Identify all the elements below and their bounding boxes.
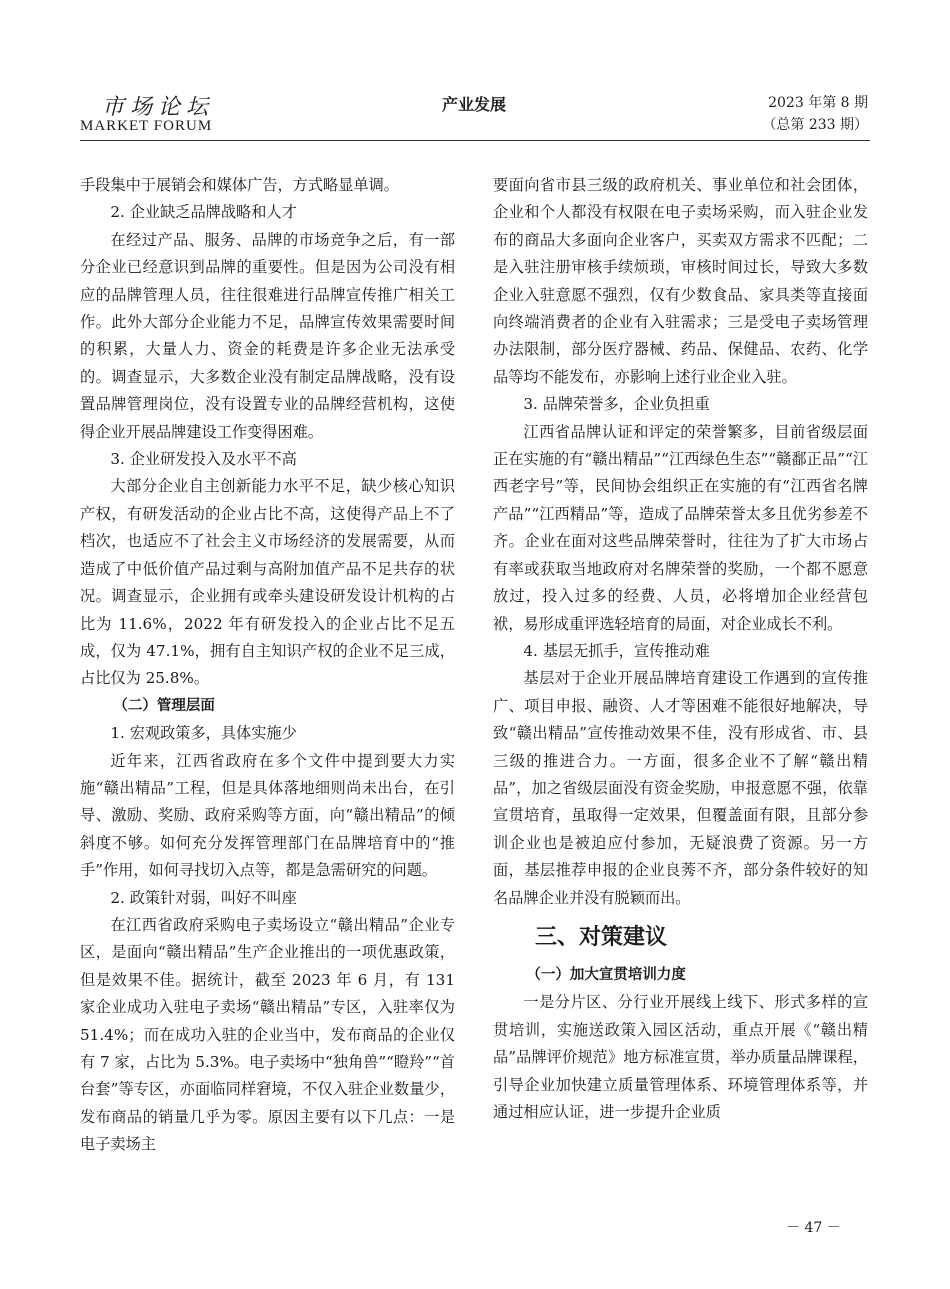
paragraph: 一是分片区、分行业开展线上线下、形式多样的宣贯培训，实施送政策入园区活动，重点开展《“赣出精品”品牌评价规范》地方标准宣贯，举办质量品牌课程，引导企业加快建立质量管理体系、环境管理体系等，并通过相应认证，进一步提升企业质 bbox=[493, 993, 868, 1121]
subsection-heading: 3. 品牌荣誉多，企业负担重 bbox=[523, 395, 710, 414]
left-column bbox=[80, 172, 455, 1159]
paragraph: 要面向省市县三级的政府机关、事业单位和社会团体，企业和个人都没有权限在电子卖场采购，而入驻企业发布的商品大多面向企业客户，买卖双方需求不匹配；二是入驻注册审核手续烦琐，审核时间过长，导致大多数企业入驻意愿不强烈，仅有少数食品、家具类等直接面向终端消费者的企业有入驻需求；三是受电子卖场管理办法限制，部分医疗器械、药品、保健品、农药、化学品等均不能发布，亦影响上述行业企业入驻。 bbox=[493, 176, 868, 386]
subsection-heading: 1. 宏观政策多，具体实施少 bbox=[110, 724, 297, 743]
issue-info bbox=[762, 92, 868, 136]
paragraph: 基层对于企业开展品牌培育建设工作遇到的宣传推广、项目申报、融资、人才等困难不能很好地解决，导致“赣出精品”宣传推动效果不佳，没有形成省、市、县三级的推进合力。一方面，很多企业不了解“赣出精品”，加之省级层面没有资金奖励，申报意愿不强，依靠宣贯培育，虽取得一定效果，但覆盖面有限，且部分参训企业也是被迫应付参加，无疑浪费了资源。另一方面，基层推荐申报的企业良莠不齐，部分条件较好的知名品牌企业并没有脱颖而出。 bbox=[493, 669, 868, 907]
paragraph: 手段集中于展销会和媒体广告，方式略显单调。 bbox=[80, 176, 399, 194]
subsection-heading: 3. 企业研发投入及水平不高 bbox=[110, 450, 297, 469]
paragraph: 江西省品牌认证和评定的荣誉繁多，目前省级层面正在实施的有“赣出精品”“江西绿色生态”“赣鄱正品”“江西老字号”等，民间协会组织正在实施的有“江西省名牌产品”“江西精品”等，造成了品牌荣誉太多且优劣参差不齐。企业在面对这些品牌荣誉时，往往为了扩大市场占有率或获取当地政府对名牌荣誉的奖励，一个都不愿意放过，投入过多的经费、人员，必将增加企业经营包袱，易形成重评选轻培育的局面，对企业成长不利。 bbox=[493, 422, 868, 633]
page-header bbox=[80, 88, 870, 140]
paragraph: 近年来，江西省政府在多个文件中提到要大力实施“赣出精品”工程，但是具体落地细则尚未出台，在引导、激励、奖励、政府采购等方面，向“赣出精品”的倾斜度不够。如何充分发挥管理部门在品牌培育中的“推手”作用，如何寻找切入点等，都是急需研究的问题。 bbox=[80, 751, 455, 880]
section-heading: （二）管理层面 bbox=[113, 697, 215, 714]
subsection-heading: 2. 企业缺乏品牌战略和人才 bbox=[110, 203, 297, 222]
journal-logo-en: MARKET FORUM bbox=[80, 118, 213, 134]
paragraph: 在江西省政府采购电子卖场设立“赣出精品”企业专区，是面向“赣出精品”生产企业推出的一项优惠政策，但是效果不佳。据统计，截至 2023 年 6 月，有 131 家企业成功入驻电子卖场“赣出精品”专区，入驻率仅为 51.4%；而在成功入驻的企业当中，发布商品的企业仅有 7 家，占比为 5.3%。电子卖场中“独角兽”“瞪羚”“首台套”等专区，亦面临同样窘境，不仅入驻企业数量少，发布商品的销量几乎为零。原因主要有以下几点：一是电子卖场主 bbox=[80, 915, 455, 1154]
paragraph: 大部分企业自主创新能力水平不足，缺少核心知识产权，有研发活动的企业占比不高，这使得产品上不了档次，也适应不了社会主义市场经济的发展需要，从而造成了中低价值产品过剩与高附加值产品不足共存的状况。调查显示，企业拥有或牵头建设研发设计机构的占比为 11.6%，2022 年有研发投入的企业占比不足五成，仅为 47.1%，拥有自主知识产权的企业不足三成，占比仅为 25.8%。 bbox=[80, 477, 455, 688]
header-divider bbox=[80, 140, 870, 141]
paragraph: 在经过产品、服务、品牌的市场竞争之后，有一部分企业已经意识到品牌的重要性。但是因为公司没有相应的品牌管理人员，往往很难进行品牌宣传推广相关工作。此外大部分企业能力不足，品牌宣传效果需要时间的积累，大量人力、资金的耗费是许多企业无法承受的。调查显示，大多数企业没有制定品牌战略，没有设置品牌管理岗位，没有设置专业的品牌经营机构，这使得企业开展品牌建设工作变得困难。 bbox=[80, 230, 455, 441]
chapter-heading: 三、对策建议 bbox=[535, 924, 668, 950]
issue-number: 2023 年第 8 期 bbox=[768, 95, 868, 111]
subsection-heading: 4. 基层无抓手，宣传推动难 bbox=[523, 641, 710, 660]
section-name: 产业发展 bbox=[442, 95, 507, 114]
total-issue-number: （总第 233 期） bbox=[762, 117, 868, 133]
journal-logo-cn: 市场论坛 bbox=[102, 95, 215, 120]
section-heading: （一）加大宣贯培训力度 bbox=[526, 966, 686, 983]
page-number: － 47 － bbox=[786, 1220, 841, 1236]
right-column bbox=[493, 172, 868, 1126]
subsection-heading: 2. 政策针对弱，叫好不叫座 bbox=[110, 888, 297, 907]
